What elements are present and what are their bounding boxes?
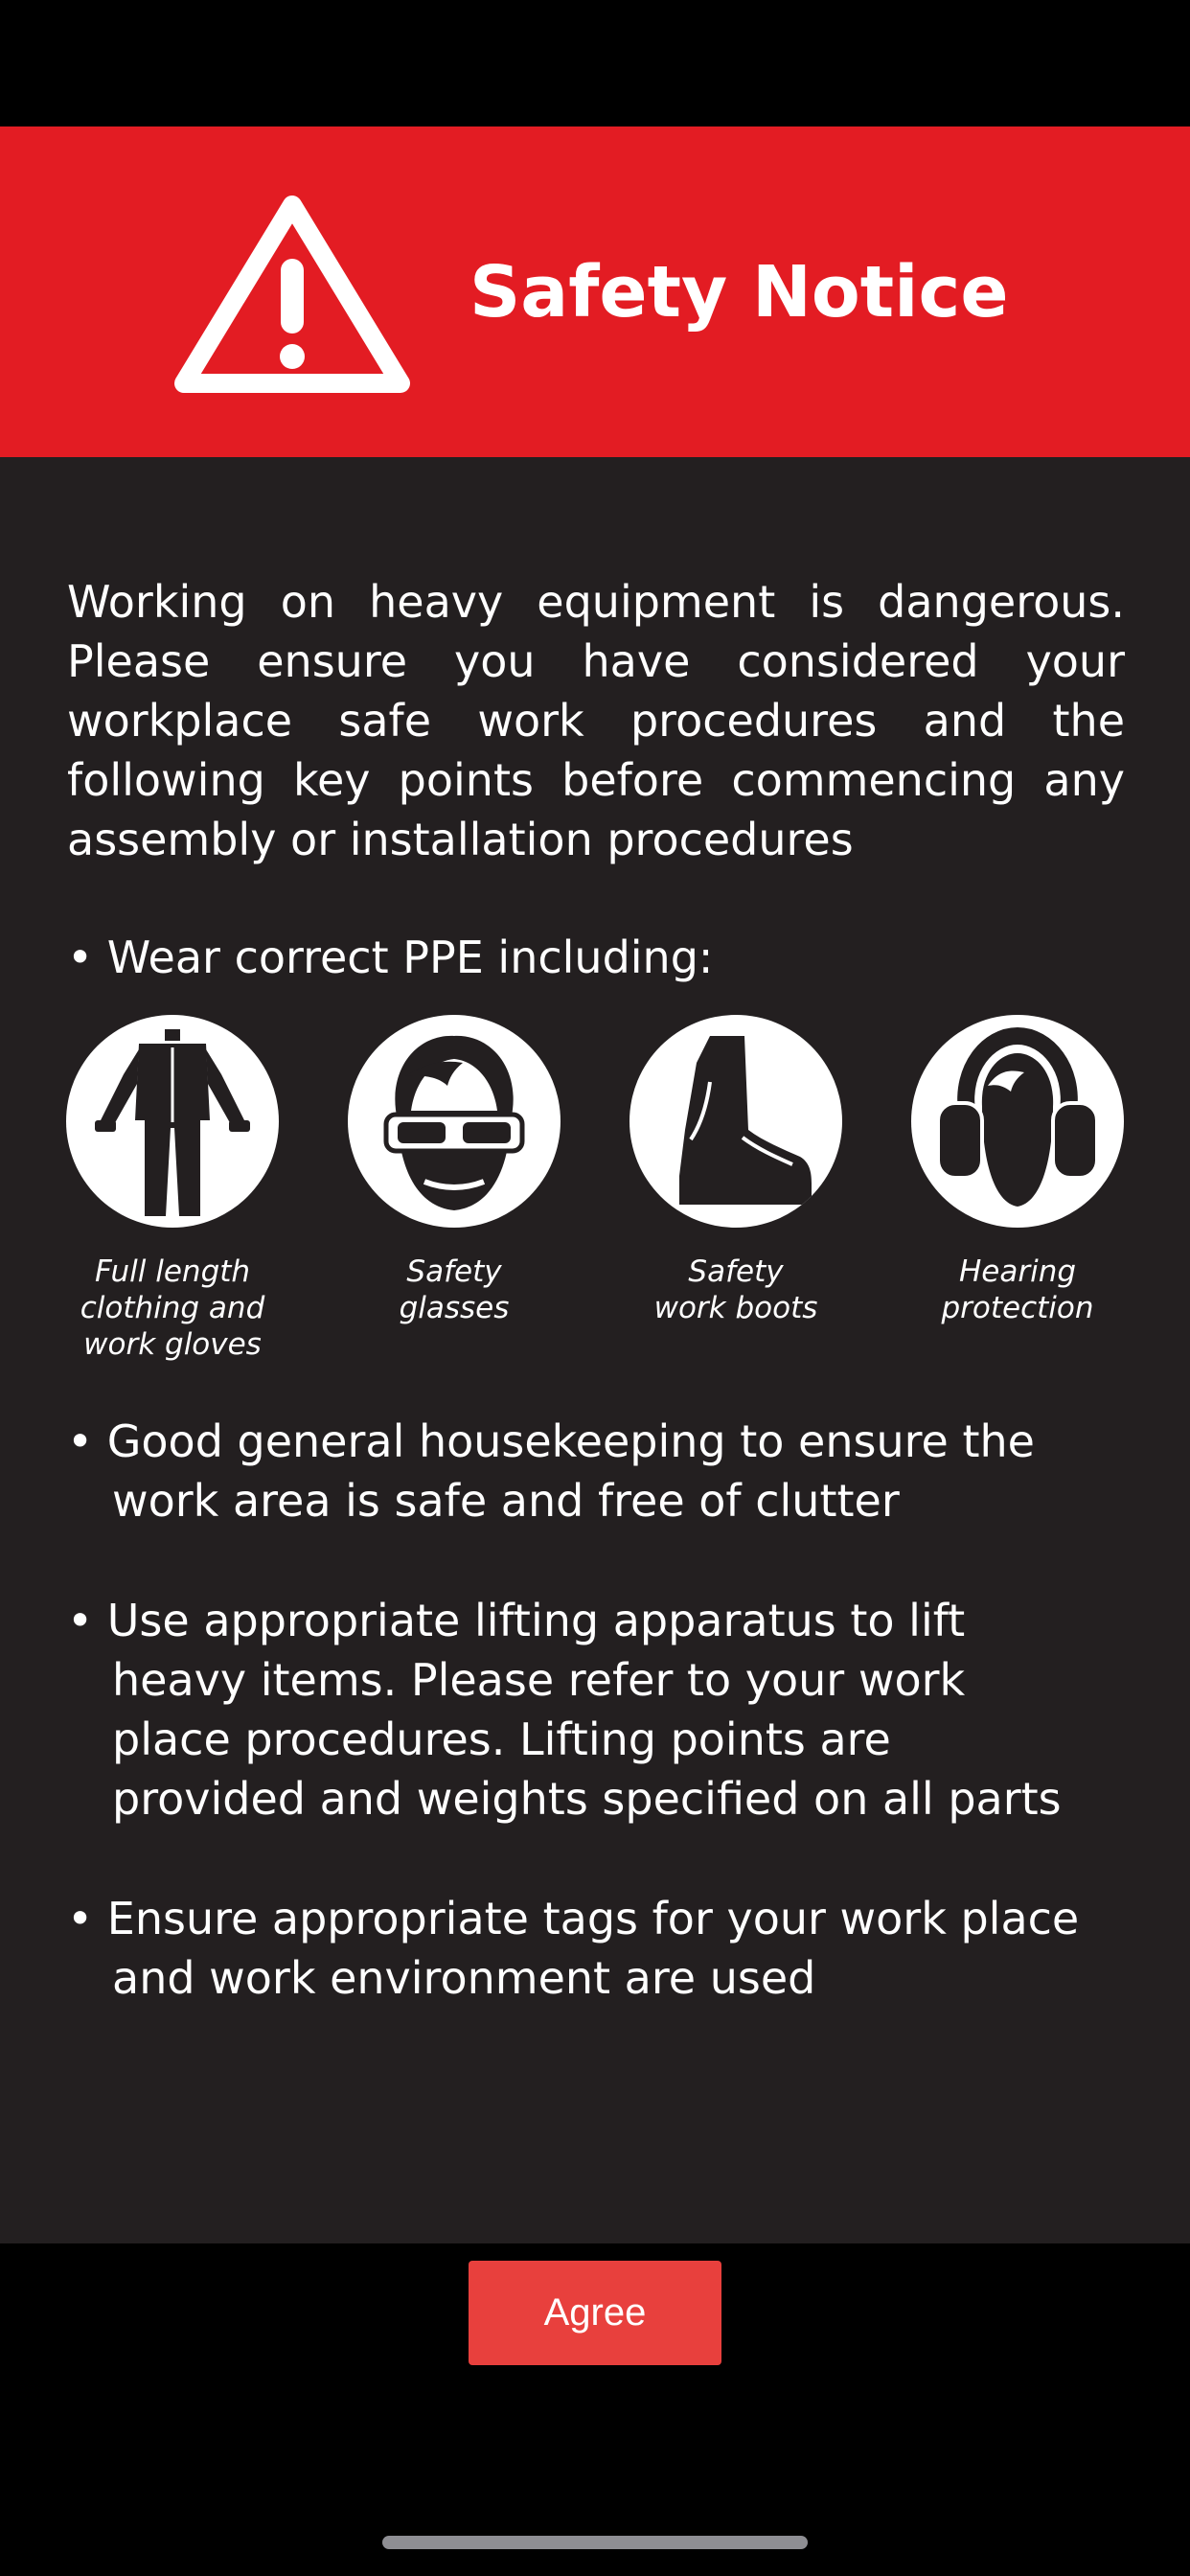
point-line: • Use appropriate lifting apparatus to lift (67, 1595, 966, 1646)
ppe-caption-boots: Safety work boots (653, 1254, 818, 1325)
intro-text: Working on heavy equipment is dangerous. Please ensure you have considered your workplace safe work procedures and the following key points before commencing any assembly or installation procedures (67, 576, 1125, 865)
point-lifting (67, 1591, 1062, 1828)
point-line: heavy items. Please refer to your work (112, 1654, 966, 1706)
home-indicator[interactable] (382, 2536, 808, 2549)
point-line: • Good general housekeeping to ensure the (67, 1415, 1035, 1467)
point-housekeeping (67, 1412, 1035, 1530)
point-line: place procedures. Lifting points are (112, 1714, 891, 1765)
ear-protection-icon (911, 1015, 1124, 1228)
work-boot-icon (629, 1015, 842, 1228)
bottom-safe-area (0, 2478, 1190, 2576)
ppe-heading: • Wear correct PPE including: (67, 932, 714, 983)
safety-glasses-icon (348, 1015, 561, 1228)
warning-triangle-icon (172, 192, 412, 395)
point-line: provided and weights specified on all parts (112, 1773, 1062, 1825)
agree-button[interactable]: Agree (469, 2261, 721, 2365)
ppe-caption-hearing: Hearing protection (941, 1254, 1094, 1325)
point-line: and work environment are used (112, 1952, 816, 2004)
status-bar (0, 0, 1190, 126)
page-title: Safety Notice (469, 251, 1009, 334)
point-line: work area is safe and free of clutter (112, 1475, 900, 1527)
point-tags (67, 1889, 1079, 2008)
point-line: • Ensure appropriate tags for your work place (67, 1893, 1080, 1944)
ppe-caption-clothing: Full length clothing and work gloves (80, 1254, 265, 1362)
coverall-icon (66, 1015, 279, 1228)
ppe-caption-glasses: Safety glasses (399, 1254, 510, 1325)
